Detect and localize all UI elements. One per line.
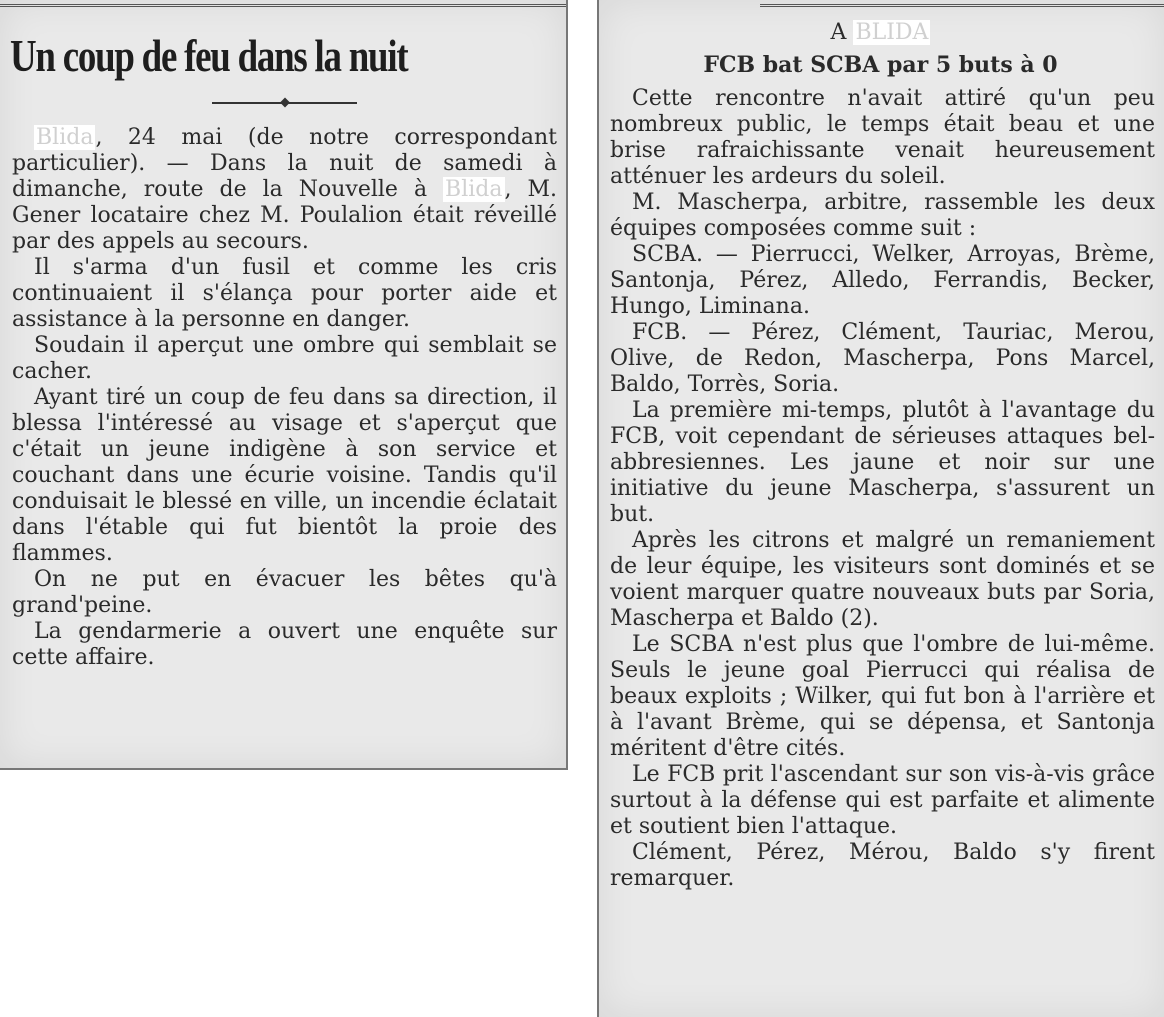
lead-paragraph [12, 125, 557, 255]
article-paragraph: Le SCBA n'est plus que l'ombre de lui-même. Seuls le jeune goal Pierrucci qui réalisa de beaux exploits ; Wilker, qui fut bon à l'arrière et à l'avant Brème, qui se dépensa, et Santonja méritent d'être cités. [610, 632, 1155, 761]
left-article-body [12, 125, 557, 671]
redacted-place: BLIDA [855, 20, 929, 45]
right-kicker [597, 20, 1164, 45]
kicker-prefix: A [830, 20, 847, 45]
article-paragraph: Le FCB prit l'ascendant sur son vis-à-vis grâce surtout à la défense qui est parfaite et alimente et soutient bien l'attaque. [610, 762, 1155, 839]
right-top-rule [760, 4, 1164, 7]
redacted-place: Blida [445, 177, 503, 202]
right-article-body [610, 86, 1155, 892]
redacted-place: Blida [36, 125, 94, 150]
article-paragraph: SCBA. — Pierrucci, Welker, Arroyas, Brème, Santonja, Pérez, Alledo, Ferrandis, Becker, Hungo, Liminana. [610, 242, 1155, 319]
article-paragraph: Clément, Pérez, Mérou, Baldo s'y firent remarquer. [610, 840, 1155, 891]
article-paragraph: La gendarmerie a ouvert une enquête sur cette affaire. [12, 619, 557, 670]
article-paragraph: M. Mascherpa, arbitre, rassemble les deux équipes composées comme suit : [610, 190, 1155, 241]
article-paragraph: La première mi-temps, plutôt à l'avantage du FCB, voit cependant de sérieuses attaques bel-abbresiennes. Les jaune et noir sur une initiative du jeune Mascherpa, s'assurent un but. [610, 398, 1155, 527]
article-paragraph: Après les citrons et malgré un remaniement de leur équipe, les visiteurs sont dominés et se voient marquer quatre nouveaux buts par Soria, Mascherpa et Baldo (2). [610, 528, 1155, 631]
article-paragraph: On ne put en évacuer les bêtes qu'à grand'peine. [12, 567, 557, 618]
article-paragraph: FCB. — Pérez, Clément, Tauriac, Merou, Olive, de Redon, Mascherpa, Pons Marcel, Baldo, Torrès, Soria. [610, 320, 1155, 397]
article-paragraph: Il s'arma d'un fusil et comme les cris continuaient il s'élança pour porter aide et assistance à la personne en danger. [12, 255, 557, 332]
match-title: FCB bat SCBA par 5 buts à 0 [703, 52, 1058, 78]
article-paragraph: Cette rencontre n'avait attiré qu'un peu nombreux public, le temps était beau et une brise rafraichissante venait heureusement atténuer les ardeurs du soleil. [610, 86, 1155, 189]
article-paragraph: Soudain il aperçut une ombre qui semblait se cacher. [12, 333, 557, 384]
headline-ornament [212, 102, 357, 104]
lead-text: , M. Gener locataire chez M. Poulalion était réveillé par des appels au secours. [12, 177, 557, 254]
dateline-text: , 24 mai (de notre correspondant particulier). — Dans la nuit de samedi à dimanche, route de la Nouvelle à [12, 125, 557, 202]
left-top-rule [0, 4, 566, 7]
article-paragraph: Ayant tiré un coup de feu dans sa direction, il blessa l'intéressé au visage et s'aperçut que c'était un jeune indigène à son service et couchant dans une écurie voisine. Tandis qu'il conduisait le blessé en ville, un incendie éclatait dans l'étable qui fut bientôt la proie des flammes. [12, 385, 557, 566]
left-headline: Un coup de feu dans la nuit [10, 31, 408, 81]
